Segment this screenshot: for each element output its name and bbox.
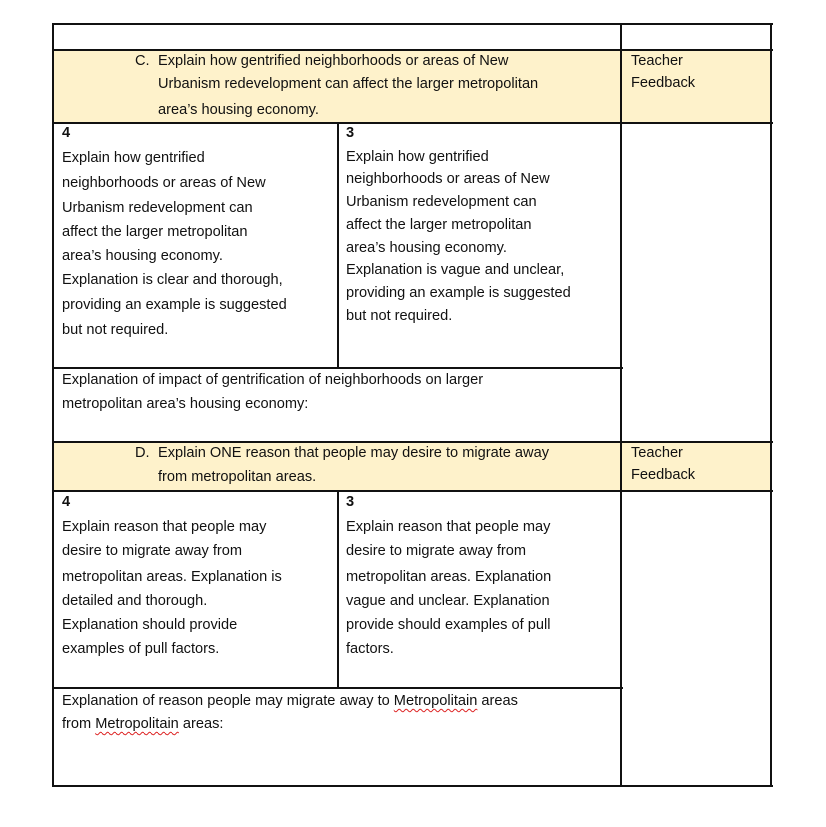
rubric-text: Urbanism redevelopment can [346,194,537,210]
rubric-text: Explanation is clear and thorough, [62,272,283,288]
rubric-text: Explain how gentrified [62,150,205,166]
teacher-feedback-label: Feedback [631,467,696,483]
score-label: 4 [62,125,71,141]
rubric-text: vague and unclear. Explanation [346,593,550,609]
score-label: 3 [346,494,355,510]
section-c-prompt: area’s housing economy. [158,102,319,118]
rubric-text: but not required. [346,308,453,324]
section-c-prompt: Explain how gentrified neighborhoods or areas of New [158,53,509,69]
teacher-feedback-label: Teacher [631,445,683,461]
rubric-text: providing an example is suggested [62,297,287,313]
misspelled-word: Metropolitain [95,716,179,732]
section-c-prompt: Urbanism redevelopment can affect the larger metropolitan [158,76,539,92]
rubric-text: desire to migrate away from [62,543,243,559]
rubric-text: Explain how gentrified [346,149,489,165]
misspelled-word: Metropolitain [393,693,478,709]
rubric-text: Explain reason that people may [346,519,551,535]
rubric-text: detailed and thorough. [62,593,208,609]
section-d-letter: D. [135,445,150,461]
teacher-feedback-label: Teacher [631,53,683,69]
rubric-text: neighborhoods or areas of New [62,175,266,191]
rubric-text: affect the larger metropolitan [62,224,248,240]
section-c-letter: C. [135,53,150,69]
answer-text: areas: [178,716,224,732]
answer-text: Explanation of reason people may migrate away to [62,693,394,709]
score-label: 3 [346,125,355,141]
rubric-text: but not required. [62,322,169,338]
rubric-text: metropolitan areas. Explanation [346,569,552,585]
rubric-text: providing an example is suggested [346,285,571,301]
rubric-text: metropolitan areas. Explanation is [62,569,282,585]
answer-prompt: metropolitan area’s housing economy: [62,396,309,412]
rubric-text: affect the larger metropolitan [346,217,532,233]
rubric-text: Urbanism redevelopment can [62,200,253,216]
rubric-text: area’s housing economy. [346,240,507,256]
rubric-text: neighborhoods or areas of New [346,171,550,187]
rubric-text: area’s housing economy. [62,248,223,264]
section-d-prompt: Explain ONE reason that people may desire to migrate away [158,445,549,461]
teacher-feedback-label: Feedback [631,75,696,91]
answer-prompt: Explanation of impact of gentrification of neighborhoods on larger [62,372,484,388]
rubric-text: Explain reason that people may [62,519,267,535]
answer-text: areas [477,693,518,709]
answer-prompt [62,715,223,733]
rubric-text: desire to migrate away from [346,543,527,559]
score-label: 4 [62,494,71,510]
rubric-text: examples of pull factors. [62,641,220,657]
rubric-text: factors. [346,641,394,657]
rubric-text: Explanation is vague and unclear, [346,262,565,278]
rubric-text: provide should examples of pull [346,617,551,633]
section-d-prompt: from metropolitan areas. [158,469,317,485]
rubric-text: Explanation should provide [62,617,238,633]
answer-prompt [62,692,518,710]
answer-text: from [62,716,96,732]
